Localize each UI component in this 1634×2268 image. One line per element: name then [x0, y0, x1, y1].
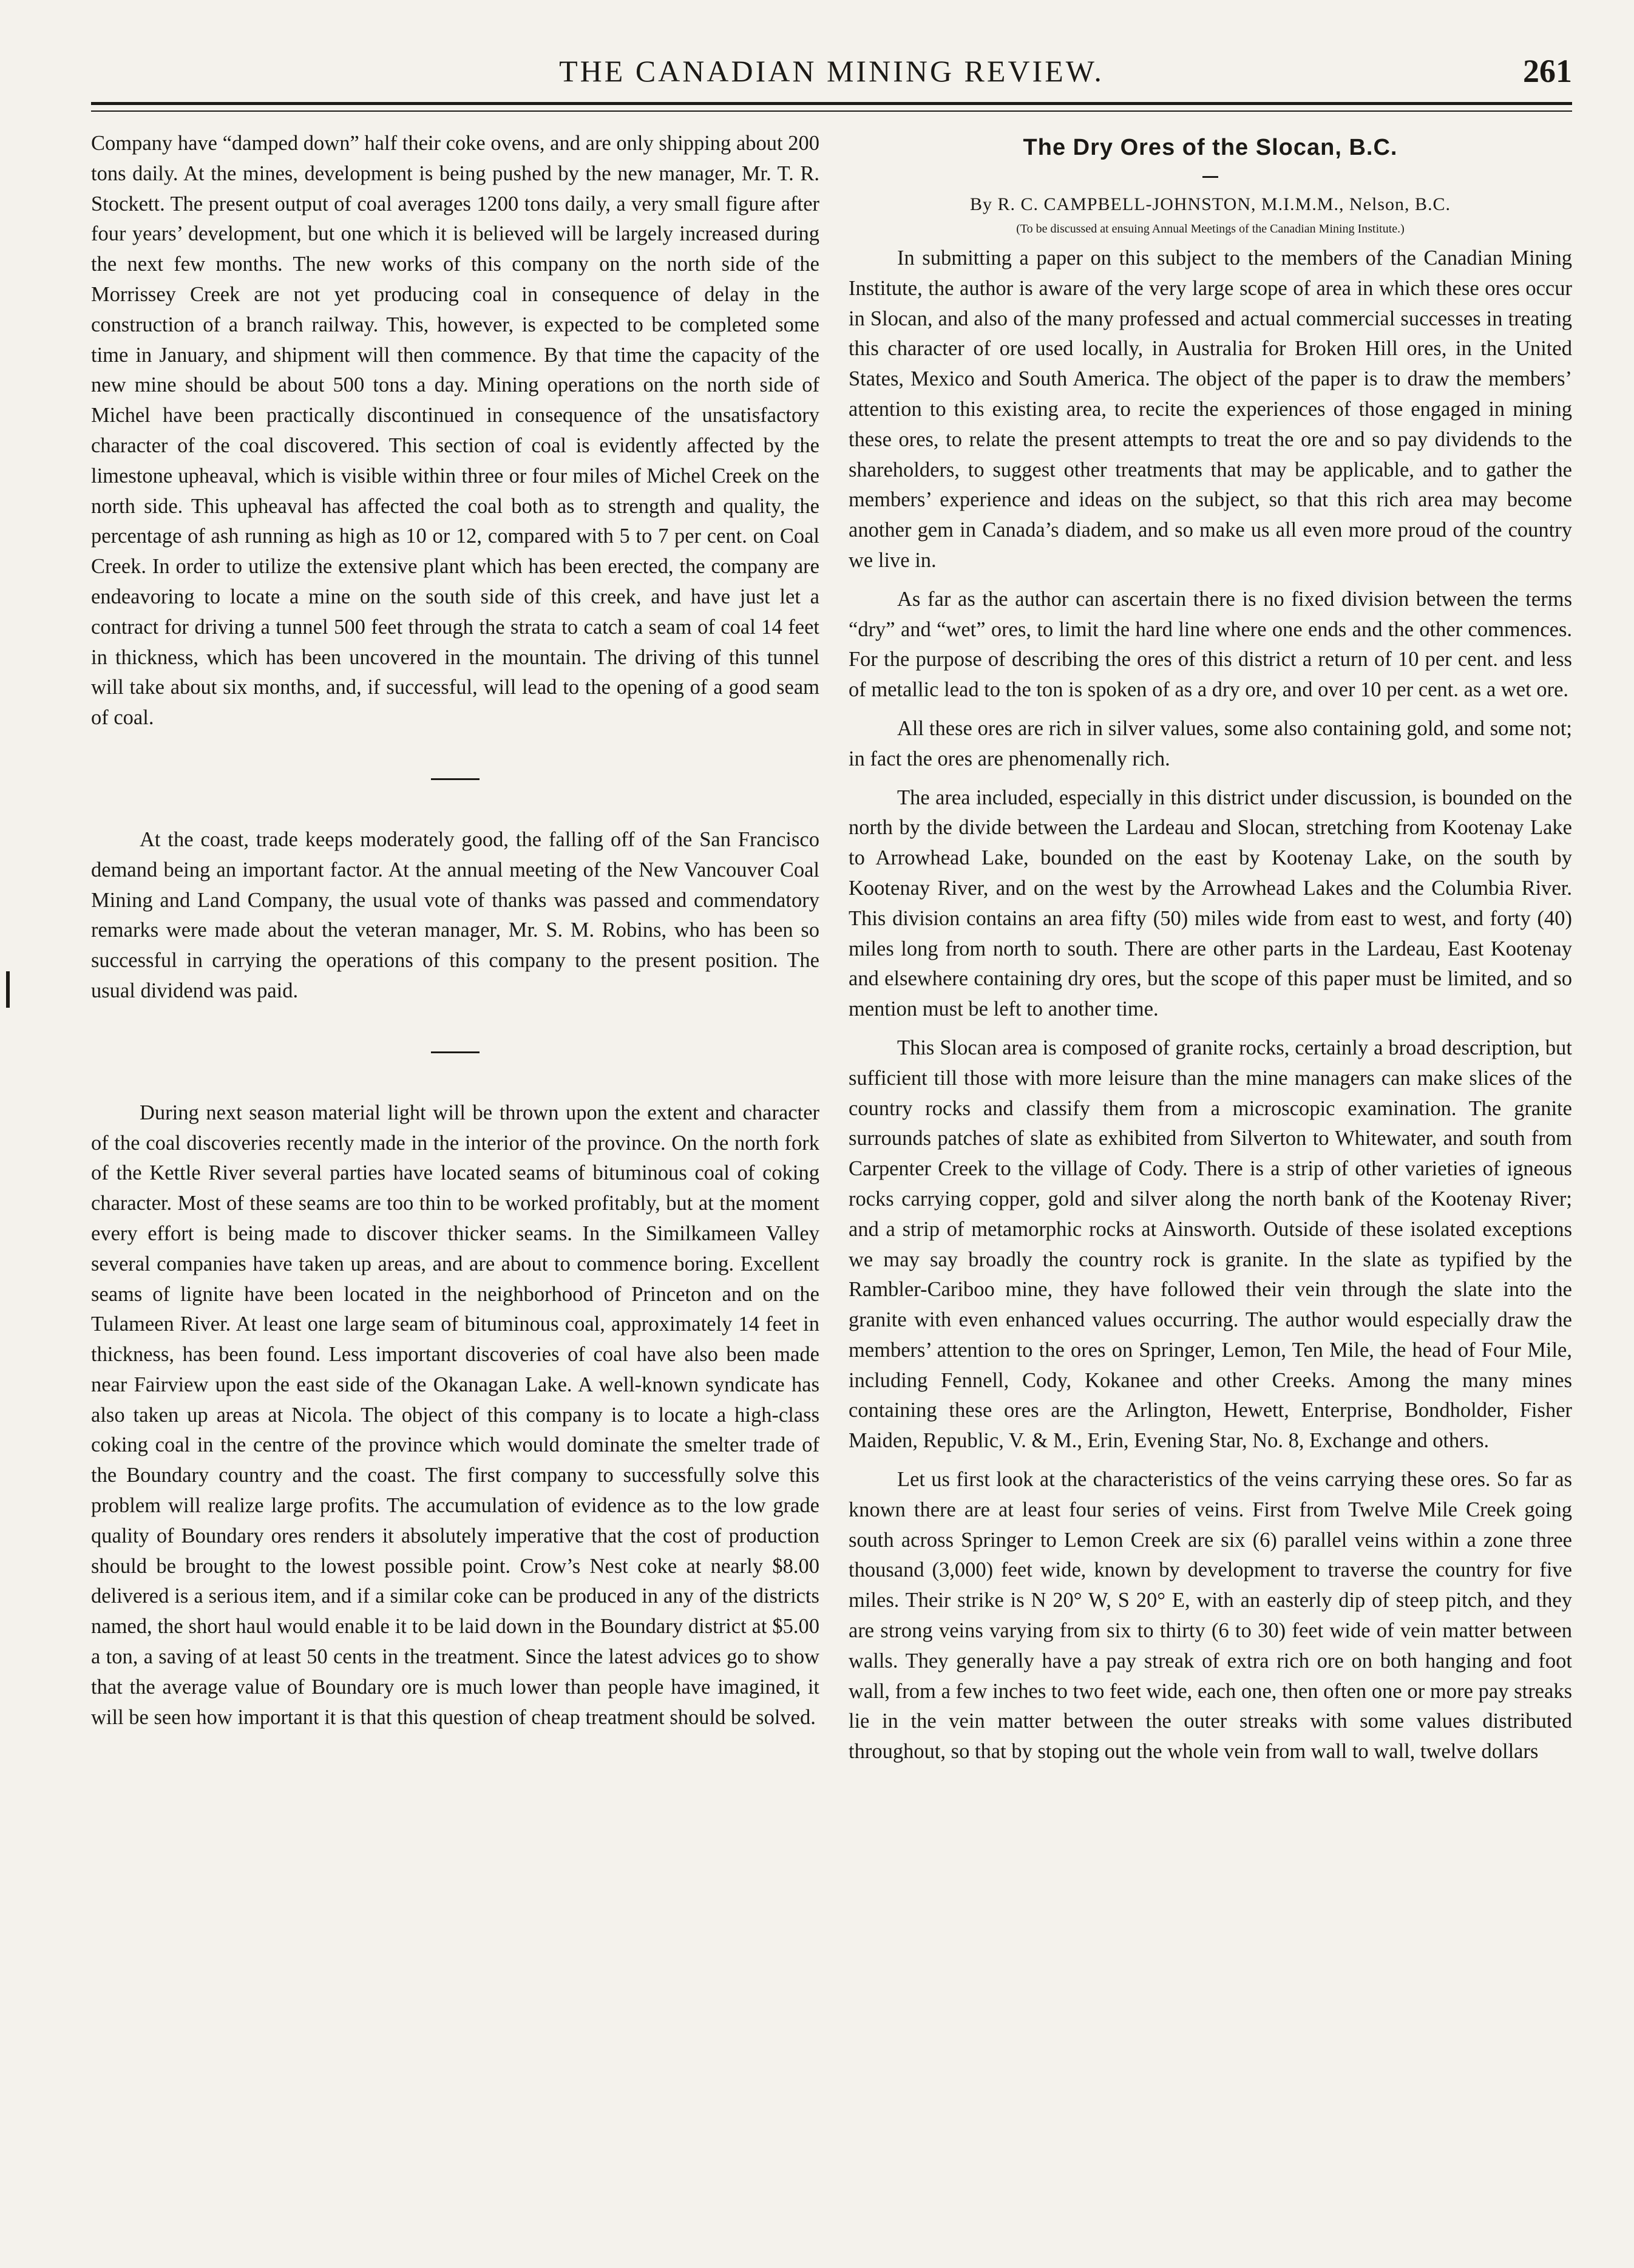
paragraph: All these ores are rich in silver values, some also containing gold, and some not; in fact the ores are phenomenally rich. — [849, 716, 1572, 770]
discussion-note: (To be discussed at ensuing Annual Meetings of the Canadian Mining Institute.) — [1016, 222, 1405, 236]
paragraph: Let us first look at the characteristics of the veins carrying these ores. So far as known there are at least four series of veins. First from Twelve Mile Creek going south across Springer to Lemon Creek are six (6) parallel veins within a zone three thousand (3,000) feet wide, known by development to traverse the country for five miles. Their strike is N 20° W, S 20° E, with an easterly dip of steep pitch, and they are strong veins varying from six to thirty (6 to 30) feet wide of vein matter between walls. They generally have a pay streak of extra rich ore on both hanging and foot wall, from a few inches to two feet wide, each one, then often one or more pay streaks lie in the vein matter between the outer streaks with some values distributed throughout, so that by stoping out the whole vein from wall to wall, twelve dollars — [849, 1468, 1572, 1764]
paragraph: This Slocan area is composed of granite rocks, certainly a broad description, but sufficient till those with more leisure than the mine managers can make slices of the country rocks and classify them from a microscopic examination. The granite surrounds patches of slate as exhibited from Silverton to Whitewater, and south from Carpenter Creek to the village of Cody. There is a strip of other varieties of igneous rocks carrying copper, gold and silver along the north bank of the Kootenay River; and a strip of metamorphic rocks at Ainsworth. Outside of these isolated exceptions we may say broadly the country rock is granite. In the slate as typified by the Rambler-Cariboo mine, they have followed their vein through the slate into the granite with even enhanced values occurring. The author would especially draw the members’ attention to the ores on Springer, Lemon, Ten Mile, the head of Four Mile, including Fennell, Cody, Kokanee and other Creeks. Among the many mines containing these ores are the Arlington, Hewett, Enterprise, Bondholder, Fisher Maiden, Republic, V. & M., Erin, Evening Star, No. 8, Exchange and others. — [849, 1036, 1572, 1453]
section-divider — [431, 778, 480, 780]
header-rule-thick — [91, 102, 1572, 105]
paragraph: As far as the author can ascertain there is no fixed division between the terms “dry” and “wet” ores, to limit the hard line where one ends and the other commences. For the purpose of describing the ores of this district a return of 10 per cent. and less of metallic lead to the ton is spoken of as a dry ore, and over 10 per cent. as a wet ore. — [849, 587, 1572, 702]
paragraph: The area included, especially in this district under discussion, is bounded on the north by the divide between the Lardeau and Slocan, stretching from Kootenay Lake to Arrowhead Lake, bounded on the east by Kootenay Lake, on the south by Kootenay River, and on the west by the Arrowhead Lakes and the Columbia River. This division contains an area fifty (50) miles wide from east to west, and forty (40) miles long from north to south. There are other parts in the Lardeau, East Kootenay and elsewhere containing dry ores, but the scope of this paper must be limited, and so mention must be left to another time. — [849, 786, 1572, 1021]
title-dash — [1202, 176, 1218, 178]
section-divider — [431, 1051, 480, 1053]
article-title: The Dry Ores of the Slocan, B.C. — [1023, 135, 1398, 160]
running-title: THE CANADIAN MINING REVIEW. — [559, 54, 1104, 88]
paragraph: Company have “damped down” half their coke ovens, and are only shipping about 200 tons daily. At the mines, development is being pushed by the new manager, Mr. T. R. Stockett. The present output of coal averages 1200 tons daily, a very small figure after four years’ development, but one which it is believed will be largely increased during the next few months. The new works of this company on the north side of the Morrissey Creek are not yet producing coal in consequence of delay in the construction of a branch railway. This, however, is expected to be completed some time in January, and shipment will then commence. By that time the capacity of the new mine should be about 500 tons a day. Mining operations on the north side of Michel have been practically discontinued in consequence of the unsatisfactory character of the coal discovered. This section of coal is evidently affected by the limestone upheaval, which is visible within three or four miles of Michel Creek on the north side. This upheaval has affected the coal both as to strength and quality, the percentage of ash running as high as 10 or 12, compared with 5 to 7 per cent. on Coal Creek. In order to utilize the extensive plant which has been erected, the company are endeavoring to locate a mine on the south side of this creek, and have just let a contract for driving a tunnel 500 feet through the strata to catch a seam of coal 14 feet in thickness, which has been uncovered in the mountain. The driving of this tunnel will take about six months, and, if successful, will lead to the opening of a good seam of coal. — [91, 132, 819, 730]
margin-mark — [6, 971, 10, 1008]
header-rule-thin — [91, 110, 1572, 112]
right-column — [849, 129, 1572, 1767]
paragraph: In submitting a paper on this subject to the members of the Canadian Mining Institute, the author is aware of the very large scope of area in which these ores occur in Slocan, and also of the many professed and actual commercial successes in treating this character of ore used locally, in Australia for Broken Hill ores, in the United States, Mexico and South America. The object of the paper is to draw the members’ attention to this existing area, to recite the experiences of those engaged in mining these ores, to relate the present attempts to treat the ore and so pay dividends to the shareholders, to suggest other treatments that may be applicable, and to gather the members’ experience and ideas on the subject, so that this rich area may become another gem in Canada’s diadem, and so make us all even more proud of the country we live in. — [849, 246, 1572, 572]
paragraph: At the coast, trade keeps moderately good, the falling off of the San Francisco demand being an important factor. At the annual meeting of the New Vancouver Coal Mining and Land Company, the usual vote of thanks was passed and commendatory remarks were made about the veteran manager, Mr. S. M. Robins, who has been so successful in carrying the operations of this company to the present position. The usual dividend was paid. — [91, 827, 819, 1002]
masthead — [91, 44, 1572, 92]
byline: By R. C. CAMPBELL-JOHNSTON, M.I.M.M., Nelson, B.C. — [969, 194, 1451, 214]
page-number: 261 — [1523, 53, 1572, 89]
left-column — [91, 129, 819, 1733]
paragraph: During next season material light will be thrown upon the extent and character of the coal discoveries recently made in the interior of the province. On the north fork of the Kettle River several parties have located seams of bituminous coal of coking character. Most of these seams are too thin to be worked profitably, but at the moment every effort is being made to discover thicker seams. In the Similkameen Valley several companies have taken up areas, and are about to commence boring. Excellent seams of lignite have been located in the neighborhood of Princeton and on the Tulameen River. At least one large seam of bituminous coal, approximately 14 feet in thickness, has been found. Less important discoveries of coal have also been made near Fairview upon the east side of the Okanagan Lake. A well-known syndicate has also taken up areas at Nicola. The object of this company is to locate a high-class coking coal in the centre of the province which would dominate the smelter trade of the Boundary country and the coast. The first company to successfully solve this problem will realize large profits. The accumulation of evidence as to the low grade quality of Boundary ores renders it absolutely imperative that the cost of production should be brought to the lowest possible point. Crow’s Nest coke at nearly $8.00 delivered is a serious item, and if a similar coke can be produced in any of the districts named, the short haul would enable it to be laid down in the Boundary district at $5.00 a ton, a saving of at least 50 cents in the treatment. Since the latest advices go to show that the average value of Boundary ore is much lower than people have imagined, it will be seen how important it is that this question of cheap treatment should be solved. — [91, 1101, 819, 1729]
